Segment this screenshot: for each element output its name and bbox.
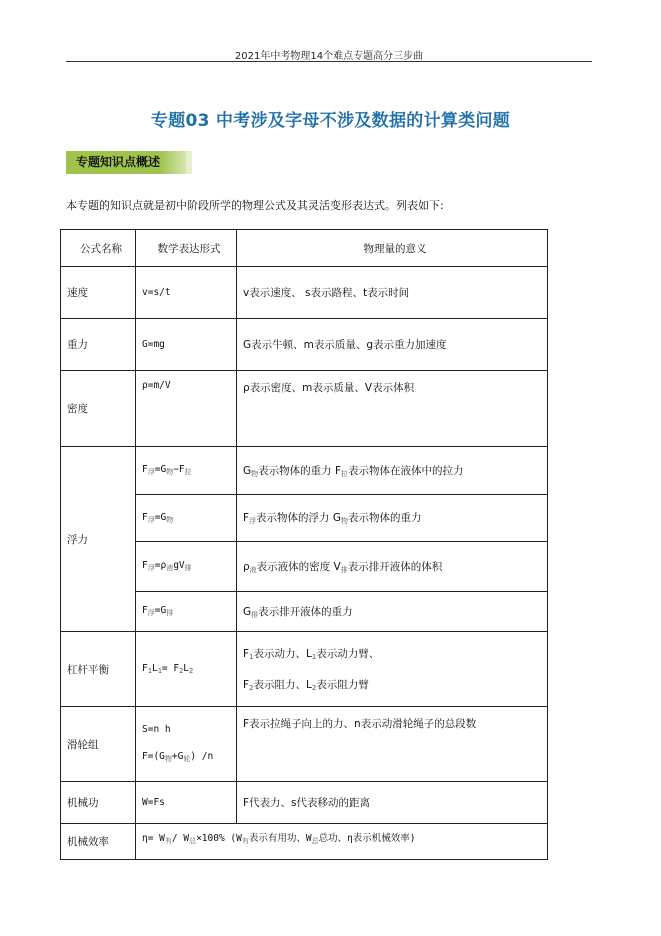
row-formula [136, 632, 237, 707]
text: 表示阻力、L [253, 679, 312, 691]
text: 表示动力、L [253, 648, 312, 660]
row-meaning: ρ表示密度、m表示质量、V表示体积 [237, 371, 548, 447]
text: 表示物体的重力 [348, 512, 422, 524]
sym: F [142, 511, 148, 523]
row-meaning [237, 542, 548, 592]
sym: F [142, 464, 148, 475]
row-formula [136, 824, 548, 860]
subscript: 排 [340, 565, 348, 574]
row-name: 杠杆平衡 [61, 632, 136, 707]
subscript: 液 [166, 564, 174, 572]
subscript: 物 [251, 469, 259, 478]
text: ×100% (W [196, 833, 242, 844]
sym: ρ [243, 560, 250, 573]
text: 表示液体的密度 V [256, 560, 341, 573]
table-row [61, 632, 548, 707]
text: 表示排开液体的重力 [258, 605, 353, 618]
sym: F [142, 605, 148, 616]
sym: L [151, 663, 158, 674]
row-name: 浮力 [61, 447, 136, 632]
sym: F [243, 512, 250, 524]
table-row [61, 782, 548, 824]
header-formula: 数学表达形式 [136, 230, 237, 267]
subscript: 拉 [341, 469, 349, 478]
row-formula: W=Fs [136, 782, 237, 824]
table-row [61, 824, 548, 860]
subscript: 1 [157, 667, 162, 675]
subscript: 排 [251, 610, 259, 619]
subscript: 浮 [147, 515, 155, 524]
formula-line-2 [142, 751, 236, 764]
table-row [61, 371, 548, 447]
sym: =G [154, 605, 167, 616]
subscript: 轮 [183, 755, 191, 763]
subscript: 2 [179, 667, 184, 675]
header-name: 公式名称 [61, 230, 136, 267]
table-row [61, 319, 548, 371]
sym: F [243, 679, 250, 691]
sym: = F [161, 663, 180, 674]
subscript: 排 [184, 564, 192, 572]
subscript: 有 [241, 837, 249, 845]
row-name: 速度 [61, 267, 136, 319]
sym: L [183, 663, 190, 674]
row-meaning: F代表力、s代表移动的距离 [237, 782, 548, 824]
sym: −F [173, 464, 185, 475]
sym: F=(G [142, 751, 165, 762]
row-meaning [237, 632, 548, 707]
subscript: 总 [311, 837, 319, 845]
row-meaning: G表示牛顿、m表示质量、g表示重力加速度 [237, 319, 548, 371]
sym: / W [171, 833, 190, 844]
row-formula [136, 592, 237, 632]
subscript: 1 [311, 653, 317, 661]
row-meaning: v表示速度、 s表示路程、t表示时间 [237, 267, 548, 319]
formula-table [60, 229, 548, 860]
row-formula [136, 707, 237, 782]
intro-paragraph: 本专题的知识点就是初中阶段所学的物理公式及其灵活变形表达式。列表如下: [66, 199, 444, 212]
subscript: 浮 [147, 609, 155, 617]
row-name: 密度 [61, 371, 136, 447]
page-title: 专题03 中考涉及字母不涉及数据的计算类问题 [150, 111, 511, 131]
text: 总功、η表示机械效率) [318, 833, 416, 844]
row-formula: ρ=m/V [136, 371, 237, 447]
text: 表示有用功、W [248, 833, 312, 844]
sym: F [142, 663, 148, 674]
subscript: 排 [166, 609, 174, 617]
sym: η= W [142, 833, 165, 844]
header-rule [66, 61, 592, 62]
row-name: 机械效率 [61, 824, 136, 860]
table-header-row [61, 230, 548, 267]
running-header: 2021年中考物理14个难点专题高分三步曲 [234, 51, 424, 62]
row-formula [136, 495, 237, 542]
sym: ) /n [190, 751, 214, 762]
formula-line-1: S=n h [142, 724, 171, 735]
row-meaning [237, 495, 548, 542]
subscript: 浮 [249, 517, 257, 525]
subscript: 浮 [147, 468, 155, 476]
subscript: 物 [164, 755, 172, 763]
text: 表示排开液体的体积 [347, 560, 443, 573]
meaning-line-1 [243, 648, 379, 660]
meaning-line-2 [243, 677, 547, 692]
subscript: 液 [249, 565, 257, 574]
text: 表示物体在液体中的拉力 [348, 464, 464, 477]
sym: G [243, 464, 252, 477]
table-row [61, 447, 548, 495]
row-formula [136, 447, 237, 495]
sym: +G [171, 751, 184, 762]
section-tag: 专题知识点概述 [66, 151, 186, 174]
text: 表示阻力臂 [316, 679, 369, 691]
row-name: 机械功 [61, 782, 136, 824]
sym: =ρ [154, 560, 167, 571]
row-formula: G=mg [136, 319, 237, 371]
text: 表示物体的浮力 G [256, 512, 342, 524]
row-name: 滑轮组 [61, 707, 136, 782]
subscript: 拉 [184, 468, 192, 476]
subscript: 物 [166, 468, 174, 476]
subscript: 2 [311, 684, 317, 692]
subscript: 有 [164, 837, 172, 845]
text: 表示物体的重力 F [258, 464, 342, 477]
table-row [61, 267, 548, 319]
row-formula: v=s/t [136, 267, 237, 319]
subscript: 1 [249, 653, 254, 661]
subscript: 2 [189, 667, 194, 675]
table-row [61, 707, 548, 782]
subscript: 1 [147, 667, 152, 675]
sym: F [243, 648, 250, 660]
subscript: 物 [341, 517, 349, 525]
subscript: 物 [166, 515, 174, 524]
row-meaning [237, 592, 548, 632]
sym: =G [154, 464, 167, 475]
sym: F [142, 560, 148, 571]
subscript: 总 [189, 837, 197, 845]
header-meaning: 物理量的意义 [237, 230, 548, 267]
text: 表示动力臂、 [316, 648, 380, 660]
row-meaning [237, 447, 548, 495]
row-meaning: F表示拉绳子向上的力、n表示动滑轮绳子的总段数 [237, 707, 548, 782]
sym: =G [154, 511, 167, 523]
sym: G [243, 605, 252, 618]
row-formula [136, 542, 237, 592]
subscript: 浮 [147, 564, 155, 572]
subscript: 2 [249, 684, 254, 692]
sym: gV [173, 560, 185, 571]
row-name: 重力 [61, 319, 136, 371]
